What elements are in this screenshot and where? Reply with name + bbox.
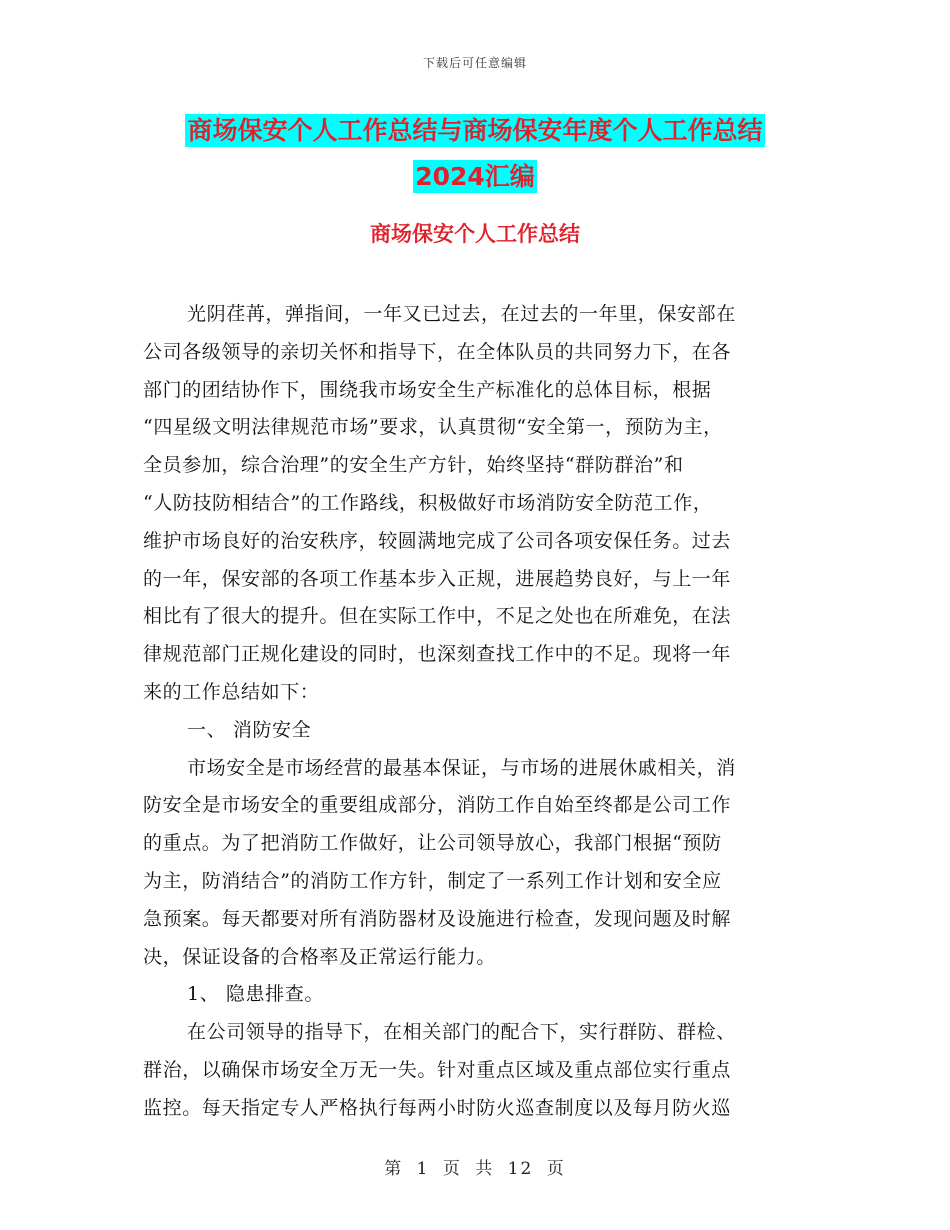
paragraph-line: 决，保证设备的合格率及正常运行能力。 xyxy=(143,945,496,968)
paragraph-line: 来的工作总结如下： xyxy=(143,680,320,703)
paragraph-line: 在公司领导的指导下，在相关部门的配合下，实行群防、群检、 xyxy=(187,1021,736,1044)
subheading-hazard-check: 1、 隐患排查。 xyxy=(187,983,324,1006)
paragraph-line: 相比有了很大的提升。但在实际工作中，不足之处也在所难免，在法 xyxy=(143,605,732,628)
body-text xyxy=(143,296,803,1128)
paragraph-line: 防安全是市场安全的重要组成部分，消防工作自始至终都是公司工作 xyxy=(143,794,732,817)
paragraph-line: 公司各级领导的亲切关怀和指导下，在全体队员的共同努力下，在各 xyxy=(143,340,732,363)
paragraph-line: 的一年，保安部的各项工作基本步入正规，进展趋势良好，与上一年 xyxy=(143,567,732,590)
header-note: 下载后可任意编辑 xyxy=(422,56,527,70)
paragraph-line: 全员参加，综合治理”的安全生产方针，始终坚持“群防群治”和 xyxy=(143,454,684,477)
paragraph-line: 光阴荏苒，弹指间，一年又已过去，在过去的一年里，保安部在 xyxy=(187,303,736,325)
paragraph-line: 群治，以确保市场安全万无一失。针对重点区域及重点部位实行重点 xyxy=(143,1058,732,1081)
paragraph-line: 为主，防消结合”的消防工作方针，制定了一系列工作计划和安全应 xyxy=(143,869,722,892)
document-title xyxy=(0,108,950,200)
paragraph-line: 市场安全是市场经营的最基本保证，与市场的进展休戚相关，消 xyxy=(187,756,736,779)
paragraph-line: 维护市场良好的治安秩序，较圆满地完成了公司各项安保任务。过去 xyxy=(143,529,732,552)
title-line-2: 2024汇编 xyxy=(415,162,535,191)
section-heading: 商场保安个人工作总结 xyxy=(370,222,580,246)
paragraph-line: 监控。每天指定专人严格执行每两小时防火巡查制度以及每月防火巡 xyxy=(143,1096,732,1119)
paragraph-line: “四星级文明法律规范市场”要求，认真贯彻“安全第一，预防为主， xyxy=(143,416,723,439)
page-footer: 第 1 页 共 12 页 xyxy=(384,1159,566,1179)
paragraph-line: “人防技防相结合”的工作路线，积极做好市场消防安全防范工作， xyxy=(143,491,713,514)
title-line-1: 商场保安个人工作总结与商场保安年度个人工作总结 xyxy=(187,116,763,145)
paragraph-line: 部门的团结协作下，围绕我市场安全生产标准化的总体目标，根据 xyxy=(143,378,712,401)
subheading-fire-safety: 一、 消防安全 xyxy=(187,718,312,741)
paragraph-line: 的重点。为了把消防工作做好，让公司领导放心，我部门根据“预防 xyxy=(143,832,722,855)
paragraph-line: 急预案。每天都要对所有消防器材及设施进行检查，发现问题及时解 xyxy=(143,907,732,930)
paragraph-line: 律规范部门正规化建设的同时，也深刻查找工作中的不足。现将一年 xyxy=(143,643,732,666)
